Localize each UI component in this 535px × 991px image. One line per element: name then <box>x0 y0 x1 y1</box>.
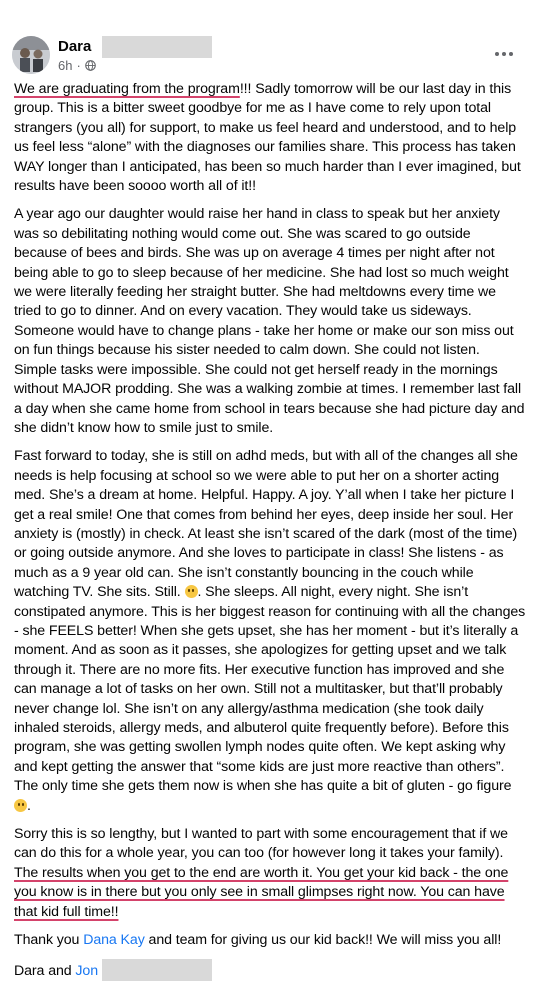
post-body <box>14 80 526 991</box>
globe-icon <box>85 60 96 71</box>
paragraph-after <box>14 447 526 816</box>
redacted-last-name <box>102 959 212 981</box>
shocked-face-emoji <box>185 585 198 598</box>
mention-link-jon[interactable]: Jon <box>75 963 98 980</box>
paragraph-signature <box>14 959 526 981</box>
more-options-icon[interactable] <box>493 44 515 64</box>
post-meta: 6h · <box>58 58 96 73</box>
paragraph-text: Dara and <box>14 963 76 980</box>
grimacing-face-emoji <box>14 799 27 812</box>
author-name[interactable]: Dara <box>58 38 92 55</box>
paragraph-text: . <box>27 797 31 814</box>
paragraph-text: !!! Sadly tomorrow will be our last day in this group. This is a bitter sweet goodbye for me as I have come to rely upon total strangers (you all) for support, to make us feel heard and understood, and to help us feel less “alone” with the diagnoses our families share. This process has taken WAY longer than I anticipated, has been so much harder than I ever imagined, but results have been soooo worth all of it!! <box>14 81 521 195</box>
paragraph-text: Thank you <box>14 932 84 949</box>
paragraph-encouragement <box>14 825 526 922</box>
paragraph-text: Sorry this is so lengthy, but I wanted to part with some encouragement that if we can do this for a whole year, you can too (for however long it takes your family). <box>14 826 508 862</box>
paragraph-text: Fast forward to today, she is still on adhd meds, but with all of the changes all she needs is help focusing at school so we were able to put her on a shorter acting med. She’s a dream at home. Helpful. Happy. A joy. Y’all when I take her picture I get a real smile! One that comes from behind her eyes, deep inside her soul. Her anxiety is (mostly) in check. At least she isn’t scared of the dark (most of the time) or going outside anymore. And she loves to participate in class! She listens - as much as a 9 year old can. She isn’t constantly bouncing in the couch while watching TV. She sits. Still. <box>14 448 518 601</box>
paragraph-thanks <box>14 931 526 950</box>
mention-link-dana-kay[interactable]: Dana Kay <box>83 932 145 949</box>
paragraph-intro <box>14 80 526 196</box>
post-timestamp[interactable]: 6h <box>58 58 73 73</box>
paragraph-text: . She sleeps. All night, every night. She isn’t constipated anymore. This is her biggest reason for continuing with all the changes - she FEELS better! When she gets upset, she has her moment - but it’s literally a moment. And as soon as it passes, she apologizes for getting upset and we talk through it. There are no more fits. Her executive function has improved and she can manage a lot of tasks on her own. Still not a multitasker, but that’ll probably never change lol. She isn’t on any allergy/asthma medication (she took daily inhaled steroids, allergy meds, and albuterol quite frequently before). Before this program, she was getting swollen lymph nodes quite often. We kept asking why and kept getting the answer that “some kids are just more reactive than others”. The only time she gets them now is when she has quite a bit of gluten - go figure <box>14 584 526 795</box>
post-header <box>12 36 523 76</box>
highlighted-text: The results when you get to the end are worth it. You get your kid back - the one you know is in there but you only see in small glimpses right now. You can have that kid full time!! <box>14 864 509 920</box>
highlighted-text: We are graduating from the program <box>14 81 240 97</box>
paragraph-before: A year ago our daughter would raise her hand in class to speak but her anxiety was so debilitating nothing would come out. She was scared to go outside because of bees and birds. She was up on average 4 times per night after not being able to go to sleep because of her medicine. She had lost so much weight we were literally feeding her straight butter. She had meltdowns every time we tried to go to dinner. And on every vacation. They would take us sideways. Someone would have to change plans - take her home or make our son miss out on fun things because his sister needed to calm down. She could not listen. Simple tasks were impossible. She could not get herself ready in the mornings without MAJOR prodding. She was a walking zombie at times. I remember last fall a day when she came home from school in tears because she had picture day and she didn’t know how to smile just to smile. <box>14 206 525 436</box>
redacted-last-name <box>102 36 212 58</box>
avatar[interactable] <box>12 36 50 74</box>
paragraph-text: and team for giving us our kid back!! We will miss you all! <box>144 932 502 949</box>
